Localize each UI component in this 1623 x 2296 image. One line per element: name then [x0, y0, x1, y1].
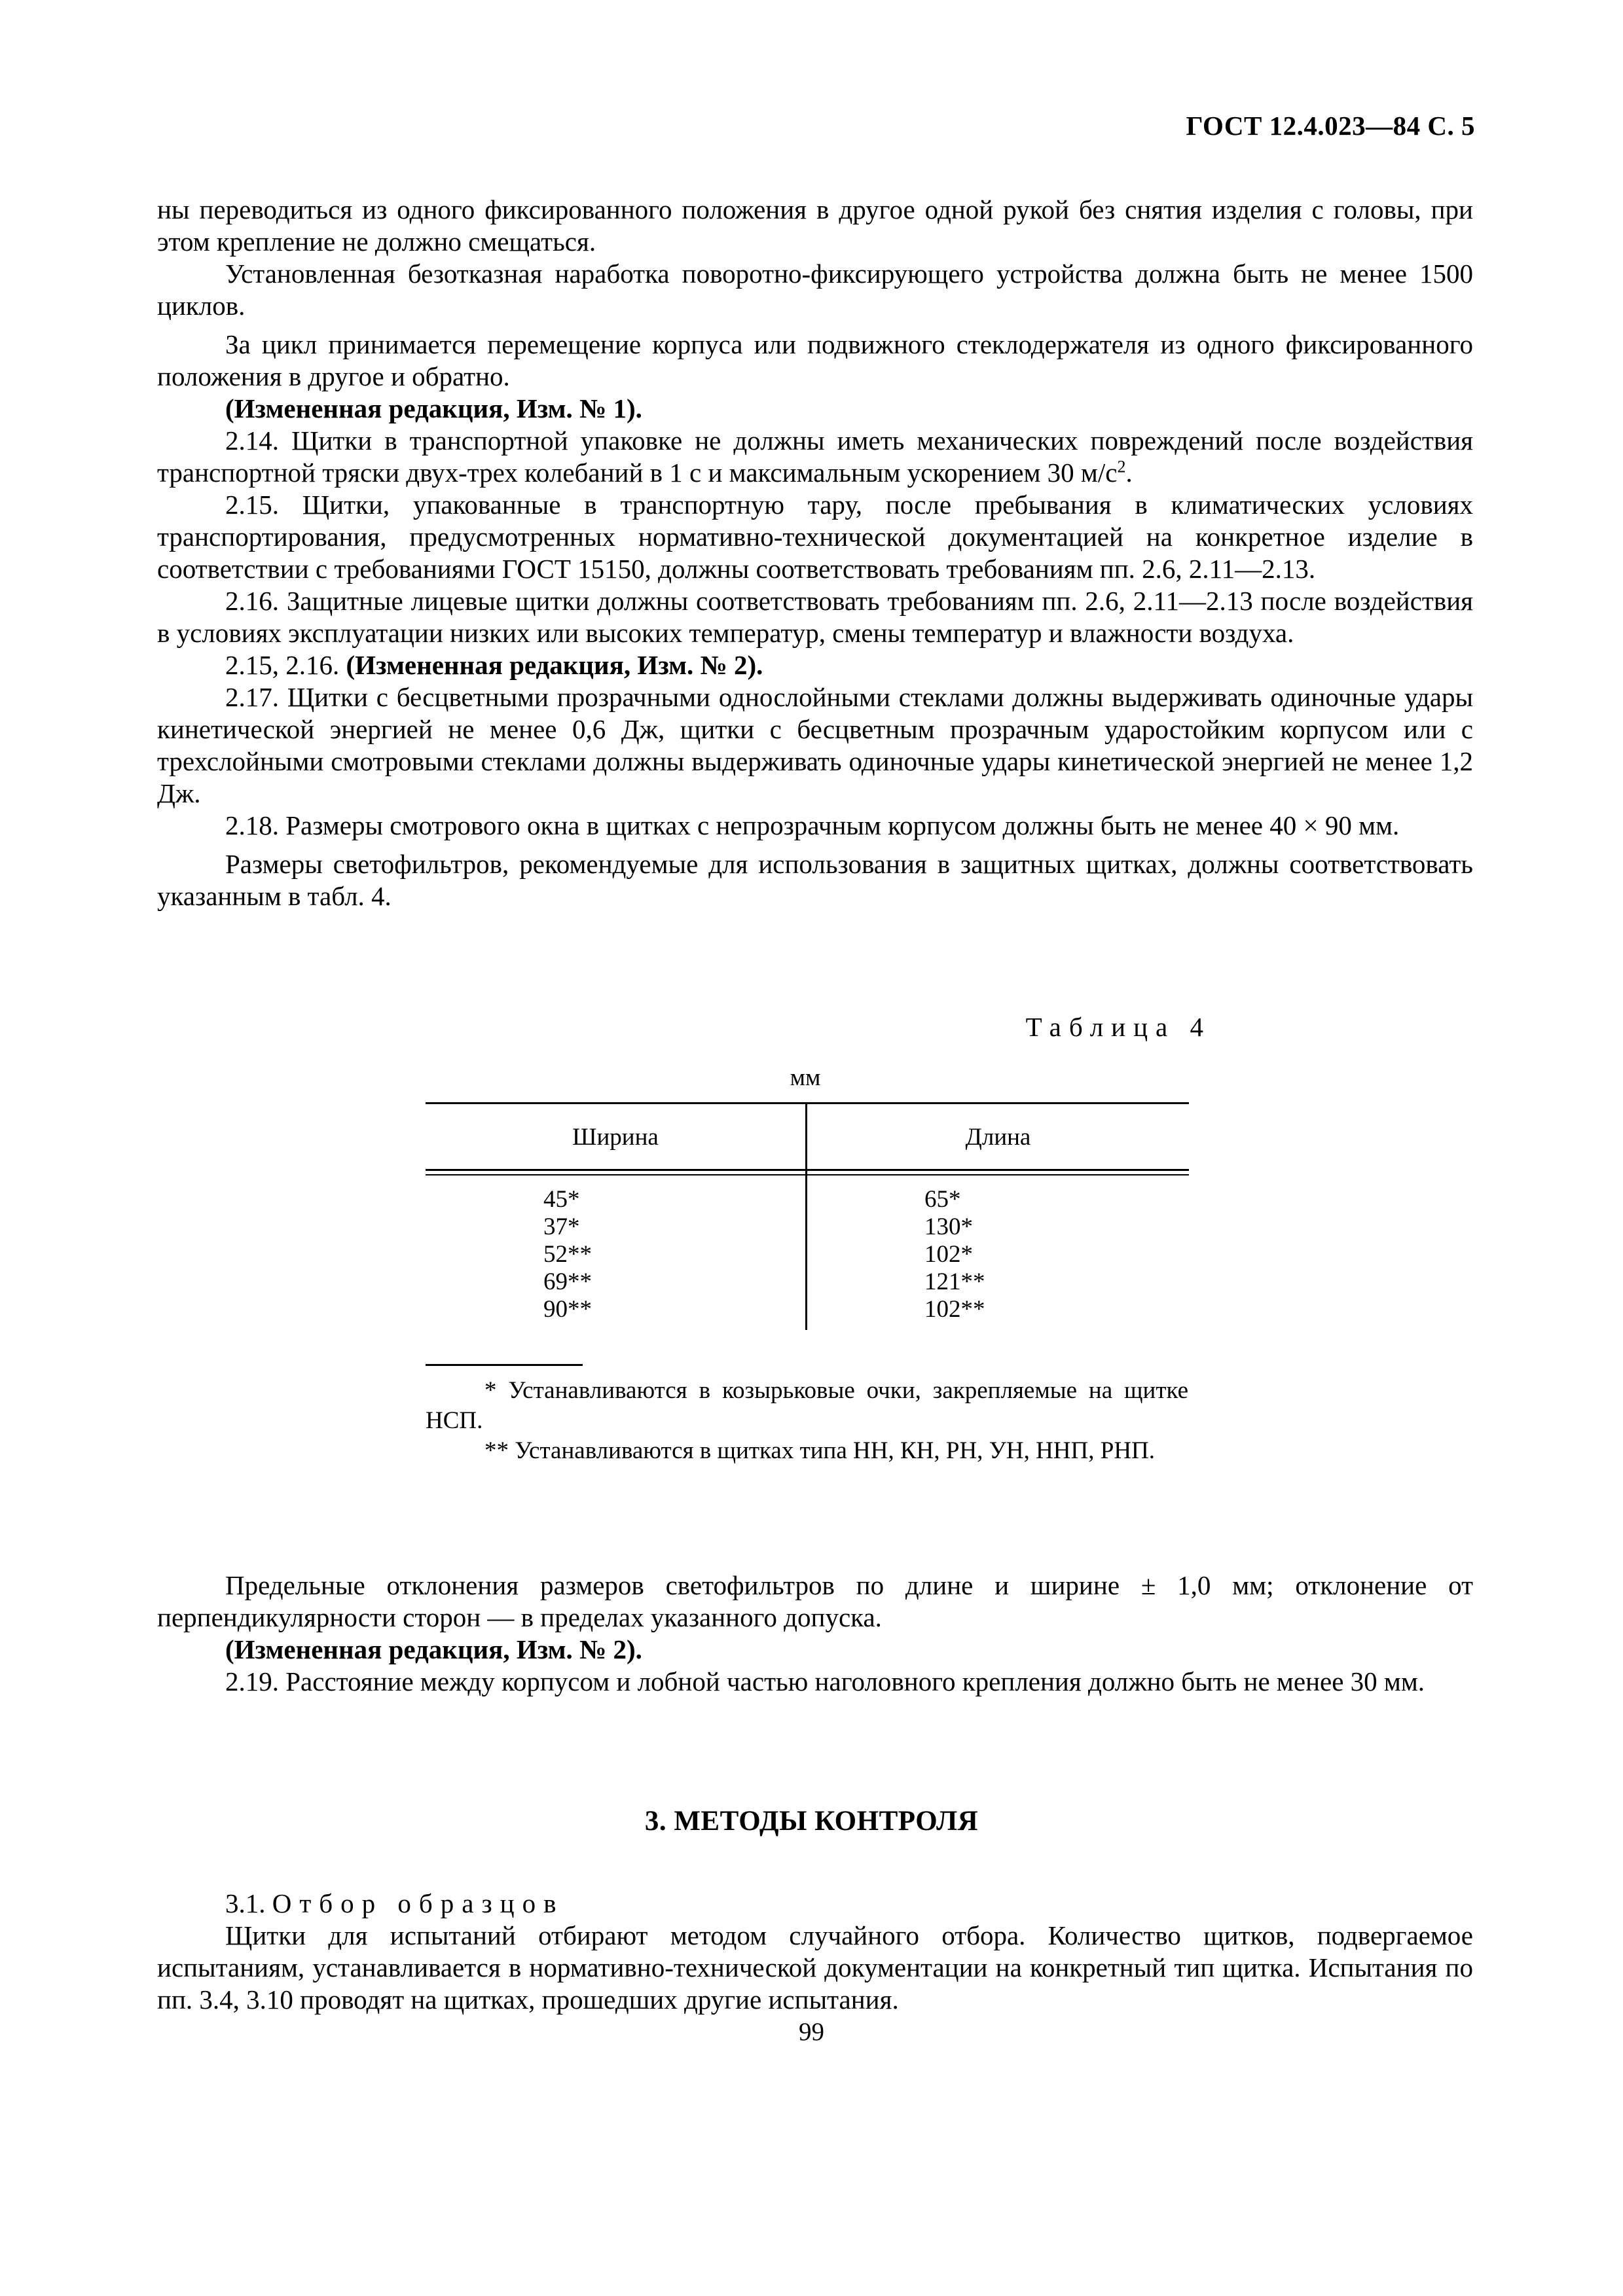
paragraph-2-14 — [157, 425, 1473, 489]
table-cell-width: 69** — [543, 1268, 592, 1295]
table-cell-length: 130* — [924, 1213, 973, 1240]
paragraph-2-14-period: . — [1125, 457, 1133, 488]
paragraph-filter-sizes: Размеры светофильтров, рекомендуемые для использования в защитных щитках, должны соответствовать указанным в табл. 4. — [157, 849, 1473, 911]
amendment-note-2b: (Измененная редакция, Изм. № 2). — [225, 1634, 642, 1664]
paragraph-2-17: 2.17. Щитки с бесцветными прозрачными однослойными стеклами должны выдерживать одиночные удары кинетической энергией не менее 0,6 Дж, щитки с бесцветным прозрачным ударостойким корпусом или с трехслойными смотровыми стеклами должны выдерживать одиночные удары кинетической энергией не менее 1,2 Дж. — [157, 682, 1473, 808]
table-cell-width: 37* — [543, 1213, 580, 1240]
amendment-clause-numbers: 2.15, 2.16. — [225, 650, 346, 680]
paragraph-reliability: Установленная безотказная наработка поворотно-фиксирующего устройства должна быть не менее 1500 циклов. — [157, 259, 1473, 321]
footnote-double-asterisk: ** Устанавливаются в щитках типа НН, КН, РН, УН, ННП, РНП. — [484, 1437, 1156, 1464]
subsection-title: Отбор образцов — [272, 1888, 564, 1918]
amendment-note-2-15-2-16 — [157, 649, 1473, 681]
text-block-top — [157, 194, 1473, 912]
table-column-width — [543, 1186, 592, 1323]
text-block-section-3 — [157, 1888, 1473, 2016]
table-cell-length: 102* — [924, 1241, 973, 1268]
page-number: 99 — [799, 2018, 824, 2046]
table-footnotes — [426, 1376, 1188, 1466]
table-cell-width: 52** — [543, 1241, 592, 1268]
paragraph-2-14-text: 2.14. Щитки в транспортной упаковке не должны иметь механических повреждений после воздействия транспортной тряски двух-трех колебаний в 1 с и максимальным ускорением 30 м/с — [157, 425, 1473, 488]
footnote-single-asterisk: * Устанавливаются в козырьковые очки, закрепляемые на щитке НСП. — [426, 1377, 1188, 1434]
table-top-rule — [426, 1102, 1189, 1104]
paragraph-2-15: 2.15. Щитки, упакованные в транспортную тару, после пребывания в климатических условиях транспортирования, предусмотренных нормативно-технической документацией на конкретное изделие в соответствии с требованиями ГОСТ 15150, должны соответствовать требованиям пп. 2.6, 2.11—2.13. — [157, 490, 1473, 584]
table-header-rule-double — [426, 1174, 1189, 1175]
table-unit: мм — [790, 1064, 821, 1091]
table-column-length — [924, 1186, 985, 1323]
paragraph-cycle-definition: За цикл принимается перемещение корпуса или подвижного стеклодержателя из одного фиксированного положения в другое и обратно. — [157, 329, 1473, 391]
footnote-rule — [426, 1364, 583, 1366]
section-title: 3. МЕТОДЫ КОНТРОЛЯ — [644, 1806, 979, 1837]
table-header-length: Длина — [965, 1124, 1031, 1151]
amendment-note-1: (Измененная редакция, Изм. № 1). — [225, 393, 642, 423]
table-cell-length: 121** — [924, 1268, 985, 1295]
paragraph-sampling: Щитки для испытаний отбирают методом случайного отбора. Количество щитков, подвергаемое испытаниям, устанавливается в нормативно-технической документации на конкретный тип щитка. Испытания по пп. 3.4, 3.10 проводят на щитках, прошедших другие испытания. — [157, 1920, 1473, 2015]
paragraph-2-18: 2.18. Размеры смотрового окна в щитках с непрозрачным корпусом должны быть не менее 40 × 90 мм. — [225, 810, 1400, 840]
paragraph-tolerances: Предельные отклонения размеров светофильтров по длине и ширине ± 1,0 мм; отклонение от перпендикулярности сторон — в пределах указанного допуска. — [157, 1570, 1473, 1632]
subsection-heading — [157, 1888, 1473, 1920]
table-cell-length: 102** — [924, 1296, 985, 1323]
amendment-note-2: (Измененная редакция, Изм. № 2). — [346, 650, 763, 680]
table-caption: Таблица 4 — [1025, 1012, 1211, 1042]
table-header-width: Ширина — [572, 1124, 659, 1151]
table-cell-length: 65* — [924, 1186, 961, 1213]
paragraph-continuation: ны переводиться из одного фиксированного положения в другое одной рукой без снятия изделия с головы, при этом крепление не должно смещаться. — [157, 194, 1473, 257]
page-header: ГОСТ 12.4.023—84 С. 5 — [1186, 111, 1475, 141]
text-block-middle — [157, 1570, 1473, 1698]
table-header-rule — [426, 1169, 1189, 1171]
paragraph-2-14-superscript: 2 — [1117, 457, 1126, 476]
table-cell-width: 90** — [543, 1296, 592, 1323]
paragraph-2-16: 2.16. Защитные лицевые щитки должны соответствовать требованиям пп. 2.6, 2.11—2.13 после воздействия в условиях эксплуатации низких или высоких температур, смены температур и влажности воздуха. — [157, 586, 1473, 648]
table-cell-width: 45* — [543, 1186, 580, 1213]
paragraph-2-19: 2.19. Расстояние между корпусом и лобной частью наголовного крепления должно быть не менее 30 мм. — [225, 1666, 1425, 1696]
subsection-number: 3.1. — [225, 1888, 272, 1918]
